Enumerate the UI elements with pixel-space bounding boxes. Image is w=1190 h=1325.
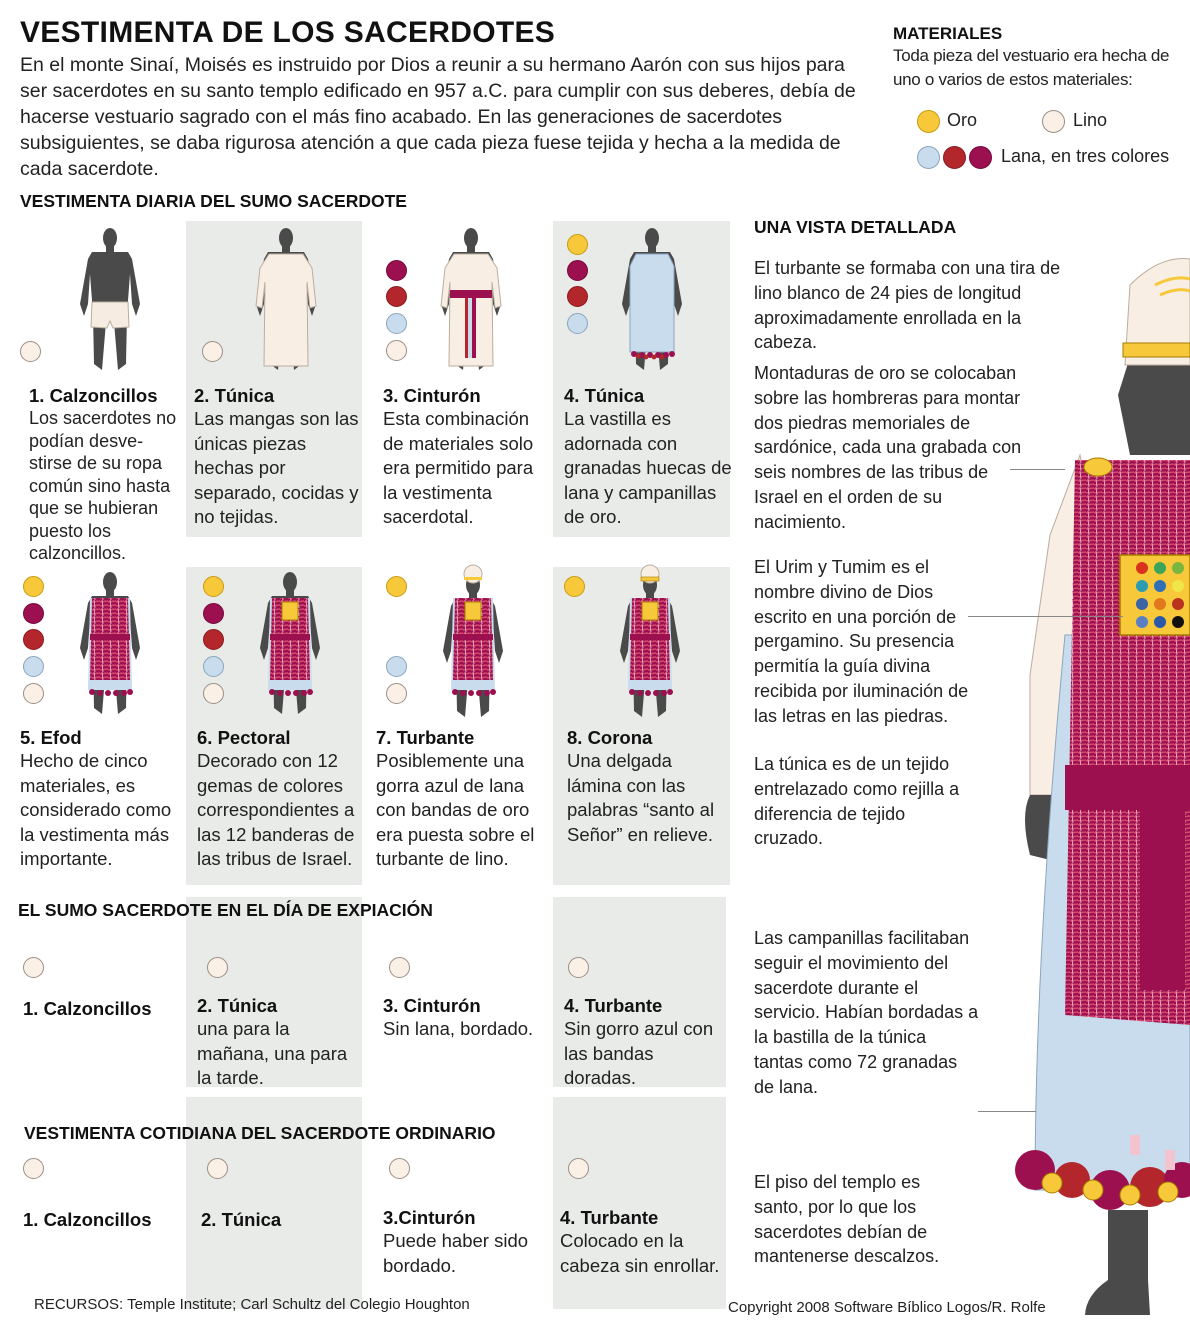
leader-line [978,1111,1036,1112]
wool-purple-dot-icon [386,260,407,281]
linen-dot-icon [23,683,44,704]
wool-red-swatch-icon [943,146,966,169]
item-atonement-2 [197,995,359,1091]
leader-line [1010,469,1065,470]
linen-swatch-icon [1042,110,1065,133]
materials-legend [893,24,1183,92]
detail-note-bells: Las campanillas facilitaban seguir el movimiento del sacerdote durante el servicio. Habían bordadas a la bastilla de la túnica tantas como 72 granadas de lana. [754,928,979,1097]
wool-blue-dot-icon [567,313,588,334]
item-description: Posiblemente una gorra azul de lana con bandas de oro era puesta sobre el turbante de lino. [376,750,535,869]
leader-line [968,616,1123,617]
gold-swatch-icon [917,110,940,133]
copyright-credit: Copyright 2008 Software Bíblico Logos/R. Rolfe [728,1299,1046,1316]
linen-dot-icon [568,957,589,978]
intro-paragraph: En el monte Sinaí, Moisés es instruido por Dios a reunir a su hermano Aarón con sus hijos para ser sacerdotes en su santo templo edificado en 957 a.C. para cumplir con sus deberes, debía de hacerse vestuario sagrado con el más fino acabado. En las generaciones de sacerdotes subsiguientes, se daba rigurosa atención a que cada pieza fuese tejida y hecha a la medida de cada sacerdote. [20,54,856,180]
item-atonement-1 [23,998,183,1020]
item-title: 3.Cinturón [383,1207,476,1228]
item-daily-6 [197,727,363,872]
wool-purple-dot-icon [23,603,44,624]
item-atonement-4 [564,995,726,1091]
item-title: 5. Efod [20,727,82,748]
item-description: Las mangas son las únicas piezas hechas por separado, cocidas y no tejidas. [194,408,359,527]
detail-note-barefoot: El piso del templo es santo, por lo que los sacerdotes debían de mantenerse descalzos. [754,1172,940,1267]
detail-heading: UNA VISTA DETALLADA [754,217,957,237]
item-description: Sin lana, bordado. [383,1018,534,1039]
item-description: Colocado en la cabeza sin enrollar. [560,1230,720,1276]
item-description: La vastilla es adornada con granadas huecas de lana y campanillas de oro. [564,408,732,527]
wool-red-dot-icon [23,629,44,650]
linen-dot-icon [203,683,224,704]
item-description: Esta combinación de materiales solo era permitido para la vestimenta sacerdotal. [383,408,534,527]
figure-sash-icon [421,224,521,374]
figure-tunic-icon [236,224,336,374]
gold-dot-icon [203,576,224,597]
linen-dot-icon [207,957,228,978]
item-title: 3. Cinturón [383,385,481,406]
item-description: una para la mañana, una para la tarde. [197,1018,348,1088]
item-description: Decorado con 12 gemas de colores correspondientes a las 12 banderas de las tribus de Israel. [197,750,355,869]
item-ordinary-1 [23,1209,183,1231]
item-title: 8. Corona [567,727,653,748]
wool-blue-dot-icon [203,656,224,677]
item-title: 7. Turbante [376,727,475,748]
detail-note-urim-thummim: El Urim y Tumim es el nombre divino de Dios escrito en una porción de pergamino. Su presencia permitía la guía divina recibida por iluminación de las letras en las piedras. [754,557,969,726]
linen-dot-icon [23,1158,44,1179]
item-daily-2 [194,385,359,530]
item-description: Una delgada lámina con las palabras “santo al Señor” en relieve. [567,750,715,845]
figure-crown-icon [600,562,700,718]
wool-purple-dot-icon [203,603,224,624]
section-heading-daily: VESTIMENTA DIARIA DEL SUMO SACERDOTE [20,191,407,211]
detail-note-weave: La túnica es de un tejido entrelazado como rejilla a diferencia de tejido cruzado. [754,754,960,849]
section-heading-ordinary: VESTIMENTA COTIDIANA DEL SACERDOTE ORDINARIO [24,1123,496,1143]
item-title: 3. Cinturón [383,995,481,1016]
section-heading-atonement: EL SUMO SACERDOTE EN EL DÍA DE EXPIACIÓN [18,900,433,920]
item-title: 4. Turbante [564,995,663,1016]
item-daily-8 [567,727,727,847]
item-ordinary-3 [383,1207,548,1278]
figure-robe-icon [602,224,702,374]
wool-blue-dot-icon [386,313,407,334]
item-description: Hecho de cinco materiales, es considerado como la vestimenta más importante. [20,750,172,869]
item-daily-7 [376,727,544,872]
item-title: 1. Calzoncillos [23,1209,152,1230]
item-title: 2. Túnica [201,1209,282,1230]
item-daily-5 [20,727,183,872]
wool-red-dot-icon [203,629,224,650]
item-title: 1. Calzoncillos [23,998,152,1019]
wool-blue-dot-icon [23,656,44,677]
gold-label: Oro [947,110,978,130]
detail-note-shoulder-stones: Montaduras de oro se colocaban sobre las hombreras para montar dos piedras memoriales de sardónice, cada una grabada con seis nombres de las tribus de Israel en el orden de su nacimiento. [754,363,1022,532]
figure-ephod-icon [60,568,160,718]
linen-dot-icon [20,341,41,362]
wool-red-dot-icon [567,286,588,307]
item-atonement-3 [383,995,548,1042]
item-description: Puede haber sido bordado. [383,1230,529,1276]
linen-dot-icon [386,340,407,361]
linen-dot-icon [202,341,223,362]
linen-dot-icon [389,1158,410,1179]
wool-label: Lana, en tres colores [1001,146,1170,166]
gold-dot-icon [23,576,44,597]
sources-credit: RECURSOS: Temple Institute; Carl Schultz del Colegio Houghton [34,1296,470,1313]
gold-dot-icon [386,576,407,597]
item-title: 4. Túnica [564,385,645,406]
item-title: 4. Turbante [560,1207,659,1228]
page-title: VESTIMENTA DE LOS SACERDOTES [20,16,556,49]
wool-blue-swatch-icon [917,146,940,169]
figure-undergarment-icon [60,224,160,374]
wool-red-dot-icon [386,286,407,307]
wool-blue-dot-icon [386,656,407,677]
item-title: 2. Túnica [194,385,275,406]
materials-title: MATERIALES [893,24,1003,43]
linen-dot-icon [389,957,410,978]
item-title: 1. Calzoncillos [29,385,158,406]
gold-dot-icon [567,234,588,255]
item-description: Sin gorro azul con las bandas doradas. [564,1018,714,1088]
linen-dot-icon [568,1158,589,1179]
figure-turban-icon [423,562,523,718]
linen-dot-icon [23,957,44,978]
item-title: 2. Túnica [197,995,278,1016]
materials-description: Toda pieza del vestuario era hecha de uno o varios de estos materiales: [893,46,1170,89]
figure-breastplate-icon [240,568,340,718]
linen-dot-icon [207,1158,228,1179]
item-title: 6. Pectoral [197,727,291,748]
item-description: Los sacerdotes no podían desve-stirse de su ropa común sino hasta que se hubieran puesto los calzoncillos. [29,408,177,563]
item-daily-4 [564,385,732,530]
gold-dot-icon [564,576,585,597]
detail-note-turban: El turbante se formaba con una tira de lino blanco de 24 pies de longitud aproximadamente enrollada en la cabeza. [754,258,1061,353]
linen-label: Lino [1073,110,1108,130]
item-daily-1 [29,385,184,565]
item-daily-3 [383,385,548,530]
wool-purple-swatch-icon [969,146,992,169]
item-ordinary-2 [201,1209,359,1231]
linen-dot-icon [386,683,407,704]
item-ordinary-4 [560,1207,722,1278]
wool-purple-dot-icon [567,260,588,281]
